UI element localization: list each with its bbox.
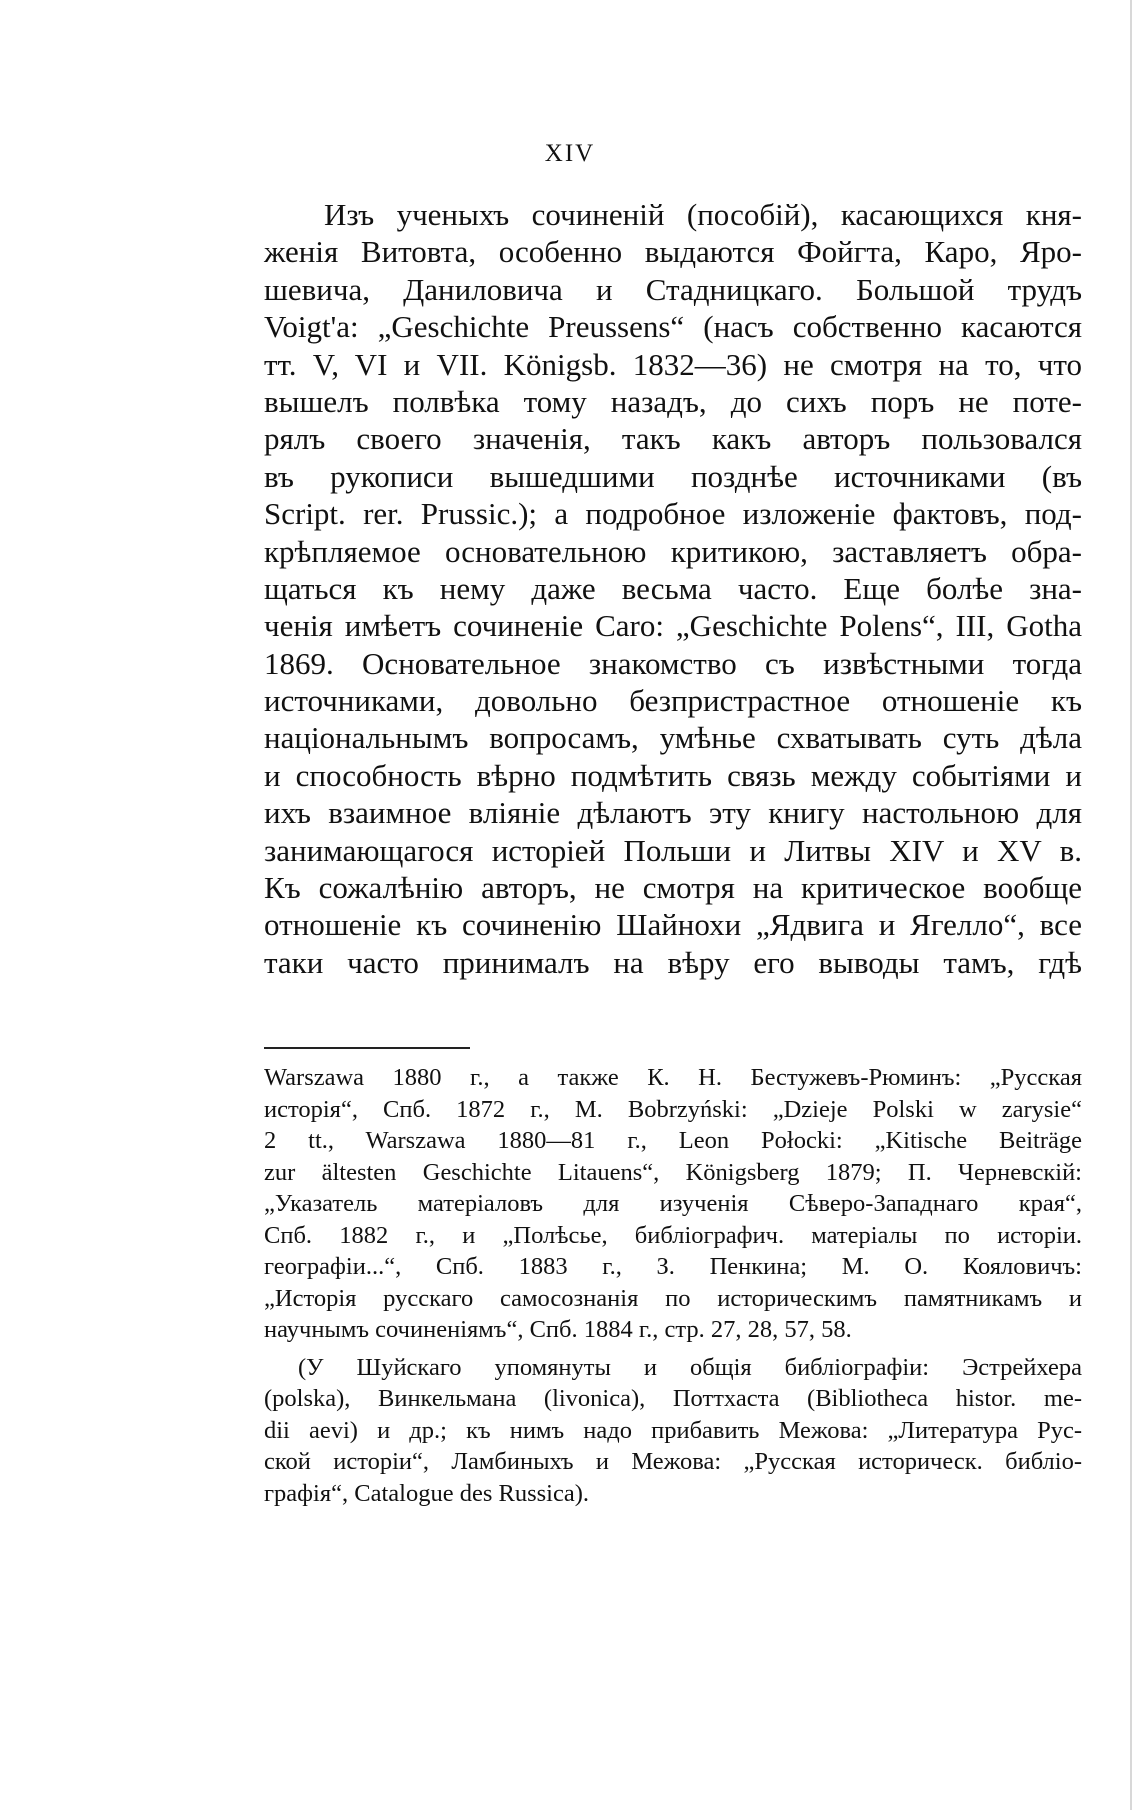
main-text-line: и способность вѣрно подмѣтить связь между событіями и bbox=[264, 757, 1082, 793]
footnote-line: zur ältesten Geschichte Litauens“, Königsberg 1879; П. Черневскій: bbox=[264, 1158, 1082, 1186]
main-text-line: шевича, Даниловича и Стадницкаго. Большой трудъ bbox=[264, 271, 1082, 307]
footnote-separator bbox=[264, 1047, 470, 1049]
main-text-line: источниками, довольно безпристрастное отношеніе къ bbox=[264, 683, 1082, 719]
footnote-line: (polska), Винкельмана (livonica), Поттхаста (Bibliotheca histor. me- bbox=[264, 1385, 1082, 1412]
footnote-line: графія“, Catalogue des Russica). bbox=[264, 1479, 589, 1507]
main-text-line: вышелъ полвѣка тому назадъ, до сихъ поръ не поте- bbox=[264, 383, 1082, 419]
footnote-line: географіи...“, Спб. 1883 г., З. Пенкина; М. О. Кояловичъ: bbox=[264, 1253, 1082, 1280]
main-text-line: 1869. Основательное знакомство съ извѣстными тогда bbox=[264, 645, 1082, 681]
footnote-line: исторія“, Спб. 1872 г., M. Bobrzyński: „Dzieje Polski w zarysie“ bbox=[264, 1095, 1082, 1123]
footnotes-block bbox=[264, 1062, 1082, 1509]
main-text-block bbox=[264, 196, 1082, 981]
page-edge-line bbox=[1130, 0, 1132, 1810]
main-text-line: въ рукописи вышедшими позднѣе источниками (въ bbox=[264, 458, 1082, 494]
page-number: XIV bbox=[544, 140, 596, 167]
main-text-line: ихъ взаимное вліяніе дѣлаютъ эту книгу настольною для bbox=[264, 795, 1082, 831]
main-text-line: ченія имѣетъ сочиненіе Caro: „Geschichte Polens“, III, Gotha bbox=[264, 608, 1082, 644]
main-text-line: Voigt'а: „Geschichte Preussens“ (насъ собственно касаются bbox=[264, 309, 1082, 345]
main-text-line: отношеніе къ сочиненію Шайнохи „Ядвига и Ягелло“, все bbox=[264, 907, 1082, 943]
main-text-line: національнымъ вопросамъ, умѣнье схватывать суть дѣла bbox=[264, 720, 1082, 756]
footnote-line: (У Шуйскаго упомянуты и общія библіографіи: Эстрейхера bbox=[298, 1353, 1082, 1381]
main-text-line: тт. V, VI и VII. Königsb. 1832—36) не смотря на то, что bbox=[264, 346, 1082, 382]
main-text-line: таки часто принималъ на вѣру его выводы тамъ, гдѣ bbox=[264, 944, 1082, 980]
main-text-line: Къ сожалѣнію авторъ, не смотря на критическое вообще bbox=[264, 870, 1082, 906]
footnote-line: „Исторія русскаго самосознанія по историческимъ памятникамъ и bbox=[264, 1284, 1082, 1312]
footnote-line: Warszawa 1880 г., а также К. Н. Бестужевъ-Рюминъ: „Русская bbox=[264, 1064, 1082, 1091]
footnote-line: dii aevi) и др.; къ нимъ надо прибавить Межова: „Литература Рус- bbox=[264, 1416, 1082, 1444]
main-text-line: крѣпляемое основательною критикою, заставляетъ обра- bbox=[264, 533, 1082, 569]
main-text-line: Script. rer. Prussic.); а подробное изложеніе фактовъ, под- bbox=[264, 496, 1082, 532]
footnote-line: научнымъ сочиненіямъ“, Спб. 1884 г., стр. 27, 28, 57, 58. bbox=[264, 1316, 852, 1343]
footnote-line: 2 tt., Warszawa 1880—81 г., Leon Połocki: „Kitische Beiträge bbox=[264, 1127, 1082, 1154]
main-text-line: занимающагося исторіей Польши и Литвы XIV и XV в. bbox=[264, 832, 1082, 868]
footnote-line: Спб. 1882 г., и „Полѣсье, библіографич. матеріалы по исторіи. bbox=[264, 1221, 1082, 1249]
main-text-line: рялъ своего значенія, такъ какъ авторъ пользовался bbox=[264, 421, 1082, 457]
footnote-line: „Указатель матеріаловъ для изученія Сѣверо-Западнаго края“, bbox=[264, 1190, 1082, 1217]
footnote-line: ской исторіи“, Ламбиныхъ и Межова: „Русская историческ. библіо- bbox=[264, 1448, 1082, 1475]
main-text-line: щаться къ нему даже весьма часто. Еще болѣе зна- bbox=[264, 570, 1082, 606]
main-text-line: женія Витовта, особенно выдаются Фойгта, Каро, Яро- bbox=[264, 234, 1082, 270]
main-text-line: Изъ ученыхъ сочиненій (пособій), касающихся кня- bbox=[324, 197, 1082, 232]
